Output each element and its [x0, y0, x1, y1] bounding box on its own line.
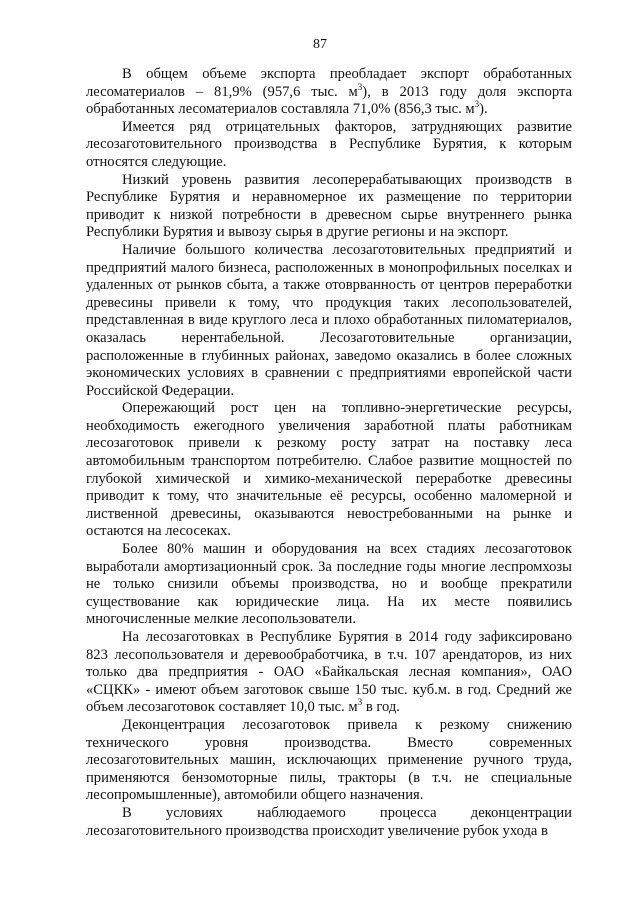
paragraph-export-share: В общем объеме экспорта преобладает экспорт обработанных лесоматериалов – 81,9% (957,6 тыс. $м^3$), в 2013 году доля экспорта обработанных лесоматериалов составляла 71,0% (856,3 тыс. $м^3$). [86, 66, 572, 118]
paragraph-small-enterprises: Наличие большого количества лесозаготовительных предприятий и предприятий малого бизнеса, расположенных в монопрофильных поселках и удаленных от рынков сбыта, а также отоврванность от центров переработки древесины привели к тому, что продукция таких лесопользователей, представленная в виде круглого леса и плохо обработанных пиломатериалов, оказалась нерентабельной. Лесозаготовительные организации, расположенные в глубинных районах, заведомо оказались в более сложных экономических условиях в сравнении с предприятиями европейской части Российской Федерации. [86, 241, 572, 399]
paragraph-equipment-depreciation: Более 80% машин и оборудования на всех стадиях лесозаготовок выработали амортизационный срок. За последние годы многие леспромхозы не только снизили объемы производства, но и вообще прекратили существование как юридические лица. На их месте появились многочисленные мелкие лесопользователи. [86, 541, 572, 628]
paragraph-forest-users-2014: На лесозаготовках в Республике Бурятия в 2014 году зафиксировано 823 лесопользователя и деревообработчика, в т.ч. 107 арендаторов, из них только два предприятия - ОАО «Байкальская лесная компания», ОАО «СЦКК» - имеют объем заготовок свыше 150 тыс. куб.м. в год. Средний же объем лесозаготовок составляет 10,0 тыс. $м^3$ в год. [86, 629, 572, 716]
paragraph-negative-factors: Имеется ряд отрицательных факторов, затрудняющих развитие лесозаготовительного производства в Республике Бурятия, к которым относятся следующие. [86, 118, 572, 170]
document-body [86, 66, 572, 840]
paragraph-thinning-cuts: В условиях наблюдаемого процесса деконцентрации лесозаготовительного производства происходит увеличение рубок ухода в [86, 804, 572, 839]
paragraph-deconcentration: Деконцентрация лесозаготовок привела к резкому снижению технического уровня производства. Вместо современных лесозаготовительных машин, исключающих применение ручного труда, применяются бензомоторные пилы, тракторы (в т.ч. не специальные лесопромышленные), автомобили общего назначения. [86, 716, 572, 804]
page-number: 87 [313, 37, 327, 52]
paragraph-rising-costs: Опережающий рост цен на топливно-энергетические ресурсы, необходимость ежегодного увеличения заработной платы работникам лесозаготовок привели к резкому росту затрат на поставку леса автомобильным транспортом потребителю. Слабое развитие мощностей по глубокой химической и химико-механической переработке древесины приводит к тому, что значительные её ресурсы, особенно маломерной и лиственной древесины, оказываются невостребованными на рынке и остаются на лесосеках. [86, 400, 572, 540]
paragraph-low-processing-level: Низкий уровень развития лесоперерабатывающих производств в Республике Бурятия и неравномерное их размещение по территории приводит к низкой потребности в древесном сырье внутреннего рынка Республики Бурятия и вывозу сырья в другие регионы и на экспорт. [86, 171, 572, 241]
